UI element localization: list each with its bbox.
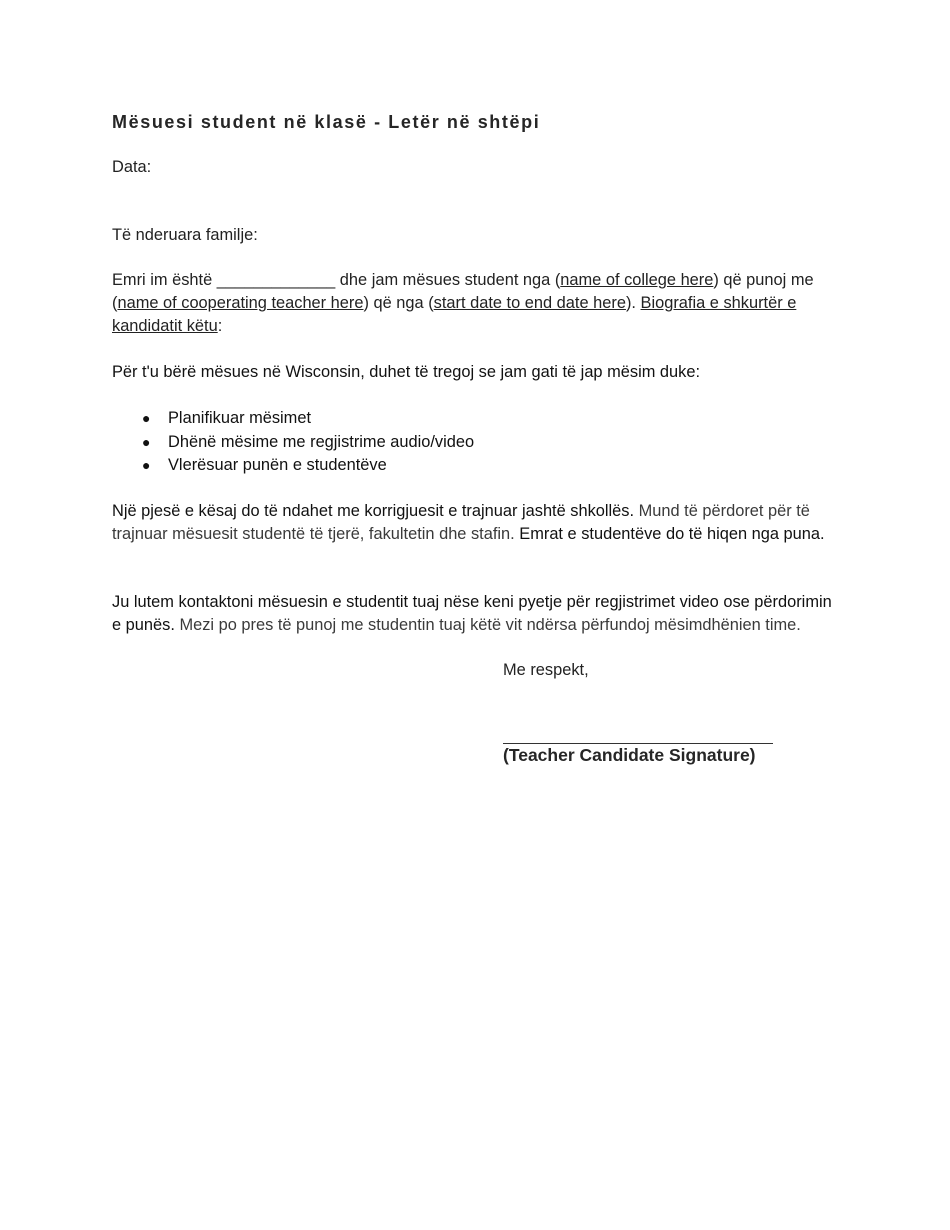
closing: Me respekt, [503, 661, 589, 679]
list-item: ● Vlerësuar punën e studentëve [112, 454, 474, 478]
bullet-icon: ● [142, 410, 151, 426]
cooperating-teacher-placeholder: name of cooperating teacher here [117, 294, 364, 312]
intro-text-2: ) që punoj me ( [112, 271, 814, 312]
contact-text-1: Ju lutem kontaktoni mësuesin e studentit tuaj nëse keni pyetje për regjistrimet video ose përdorimin e punës. [112, 593, 832, 634]
dates-placeholder: start date to end date here [433, 294, 626, 312]
sharing-text-1: Një pjesë e kësaj do të ndahet me korrigjuesit e trajnuar jashtë shkollës. [112, 502, 635, 520]
prep-paragraph: Për t'u bërë mësues në Wisconsin, duhet të tregoj se jam gati të jap mësim duke: [112, 363, 701, 381]
contact-text-2: Mezi po pres të punoj me studentin tuaj këtë vit ndërsa përfundoj mësimdhënien time. [174, 616, 801, 634]
signature-label: (Teacher Candidate Signature) [503, 745, 756, 765]
intro-text-1: Emri im është _____________ dhe jam mësues student nga ( [112, 271, 561, 289]
contact-paragraph [112, 591, 842, 637]
greeting: Të nderuara familje: [112, 226, 258, 244]
list-item: ● Dhënë mësime me regjistrime audio/video [112, 431, 474, 455]
bullet-icon: ● [142, 433, 151, 450]
sharing-text-3: Emrat e studentëve do të hiqen nga puna. [514, 525, 825, 543]
intro-text-5: : [217, 317, 223, 335]
list-item: ● Planifikuar mësimet [112, 407, 474, 431]
sharing-text-2: Mund të përdoret për të trajnuar mësuesit studentë të tjerë, fakultetin dhe stafin. [112, 502, 810, 543]
signature-line [503, 743, 773, 744]
college-placeholder: name of college here [560, 271, 714, 289]
intro-text-3: ) që nga ( [363, 294, 434, 312]
intro-text-4: ). [625, 294, 641, 312]
date-label: Data: [112, 158, 152, 176]
sharing-paragraph [112, 500, 842, 546]
intro-paragraph [112, 269, 842, 338]
requirements-list [112, 407, 474, 478]
bio-placeholder: Biografia e shkurtër e kandidatit këtu [112, 294, 797, 335]
bullet-icon: ● [142, 457, 151, 473]
letter-title: Mësuesi student në klasë - Letër në shtëpi [112, 112, 541, 132]
